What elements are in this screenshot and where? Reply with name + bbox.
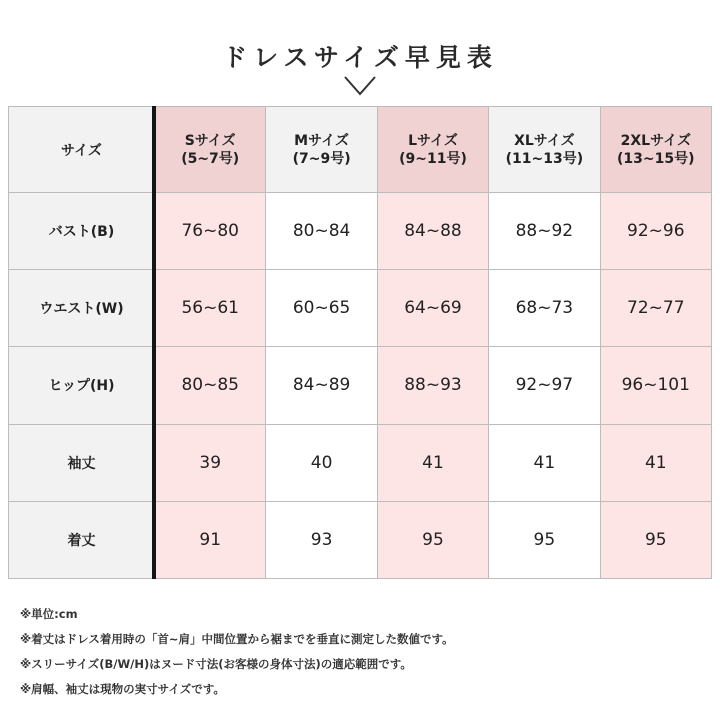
- size-header-2xl: [600, 107, 711, 193]
- table-cell: 72~77: [600, 270, 711, 347]
- corner-header: サイズ: [9, 107, 155, 193]
- table-row-waist: [9, 270, 712, 347]
- note-line: ※肩幅、袖丈は現物の実寸サイズです。: [20, 682, 225, 696]
- note-line: ※単位:cm: [20, 607, 78, 621]
- size-name: Mサイズ: [294, 132, 349, 149]
- row-label: ヒップ(H): [9, 347, 155, 424]
- size-name: XLサイズ: [514, 132, 575, 149]
- size-range: (5~7号): [181, 150, 240, 167]
- table-cell: 95: [600, 501, 711, 578]
- table-cell: 39: [155, 424, 266, 501]
- table-cell: 60~65: [266, 270, 377, 347]
- size-header-s: [155, 107, 266, 193]
- table-cell: 92~96: [600, 193, 711, 270]
- size-header-l: [377, 107, 488, 193]
- table-cell: 80~85: [155, 347, 266, 424]
- size-name: Lサイズ: [408, 132, 458, 149]
- size-range: (11~13号): [505, 150, 584, 167]
- size-header-m: [266, 107, 377, 193]
- chevron-down-icon: [343, 74, 377, 98]
- row-label: バスト(B): [9, 193, 155, 270]
- table-cell: 80~84: [266, 193, 377, 270]
- row-label: ウエスト(W): [9, 270, 155, 347]
- size-chart-table: [8, 106, 712, 579]
- table-cell: 95: [489, 501, 600, 578]
- notes: [20, 602, 454, 702]
- table-cell: 56~61: [155, 270, 266, 347]
- table-cell: 84~88: [377, 193, 488, 270]
- table-cell: 91: [155, 501, 266, 578]
- size-name: 2XLサイズ: [620, 132, 691, 149]
- size-range: (13~15号): [617, 150, 695, 167]
- table-cell: 95: [377, 501, 488, 578]
- row-label: 着丈: [9, 501, 155, 578]
- table-cell: 41: [489, 424, 600, 501]
- table-cell: 92~97: [489, 347, 600, 424]
- table-cell: 84~89: [266, 347, 377, 424]
- size-header-xl: [489, 107, 600, 193]
- header-row: [9, 107, 712, 193]
- table-cell: 76~80: [155, 193, 266, 270]
- size-name: Sサイズ: [184, 132, 236, 149]
- table-cell: 93: [266, 501, 377, 578]
- size-range: (7~9号): [292, 150, 351, 167]
- table-row-length: [9, 501, 712, 578]
- table-row-sleeve: [9, 424, 712, 501]
- note-line: ※着丈はドレス着用時の「首~肩」中間位置から裾までを垂直に測定した数値です。: [20, 632, 454, 646]
- row-label: 袖丈: [9, 424, 155, 501]
- table-cell: 68~73: [489, 270, 600, 347]
- table-row-hip: [9, 347, 712, 424]
- page-title: ドレスサイズ早見表: [222, 43, 498, 72]
- table-row-bust: [9, 193, 712, 270]
- table-cell: 41: [377, 424, 488, 501]
- note-line: ※スリーサイズ(B/W/H)はヌード寸法(お客様の身体寸法)の適応範囲です。: [20, 657, 412, 671]
- table-cell: 40: [266, 424, 377, 501]
- column-divider: [152, 106, 156, 579]
- table-cell: 64~69: [377, 270, 488, 347]
- table-cell: 88~93: [377, 347, 488, 424]
- size-range: (9~11号): [399, 150, 467, 167]
- table-cell: 88~92: [489, 193, 600, 270]
- table-cell: 96~101: [600, 347, 711, 424]
- table-cell: 41: [600, 424, 711, 501]
